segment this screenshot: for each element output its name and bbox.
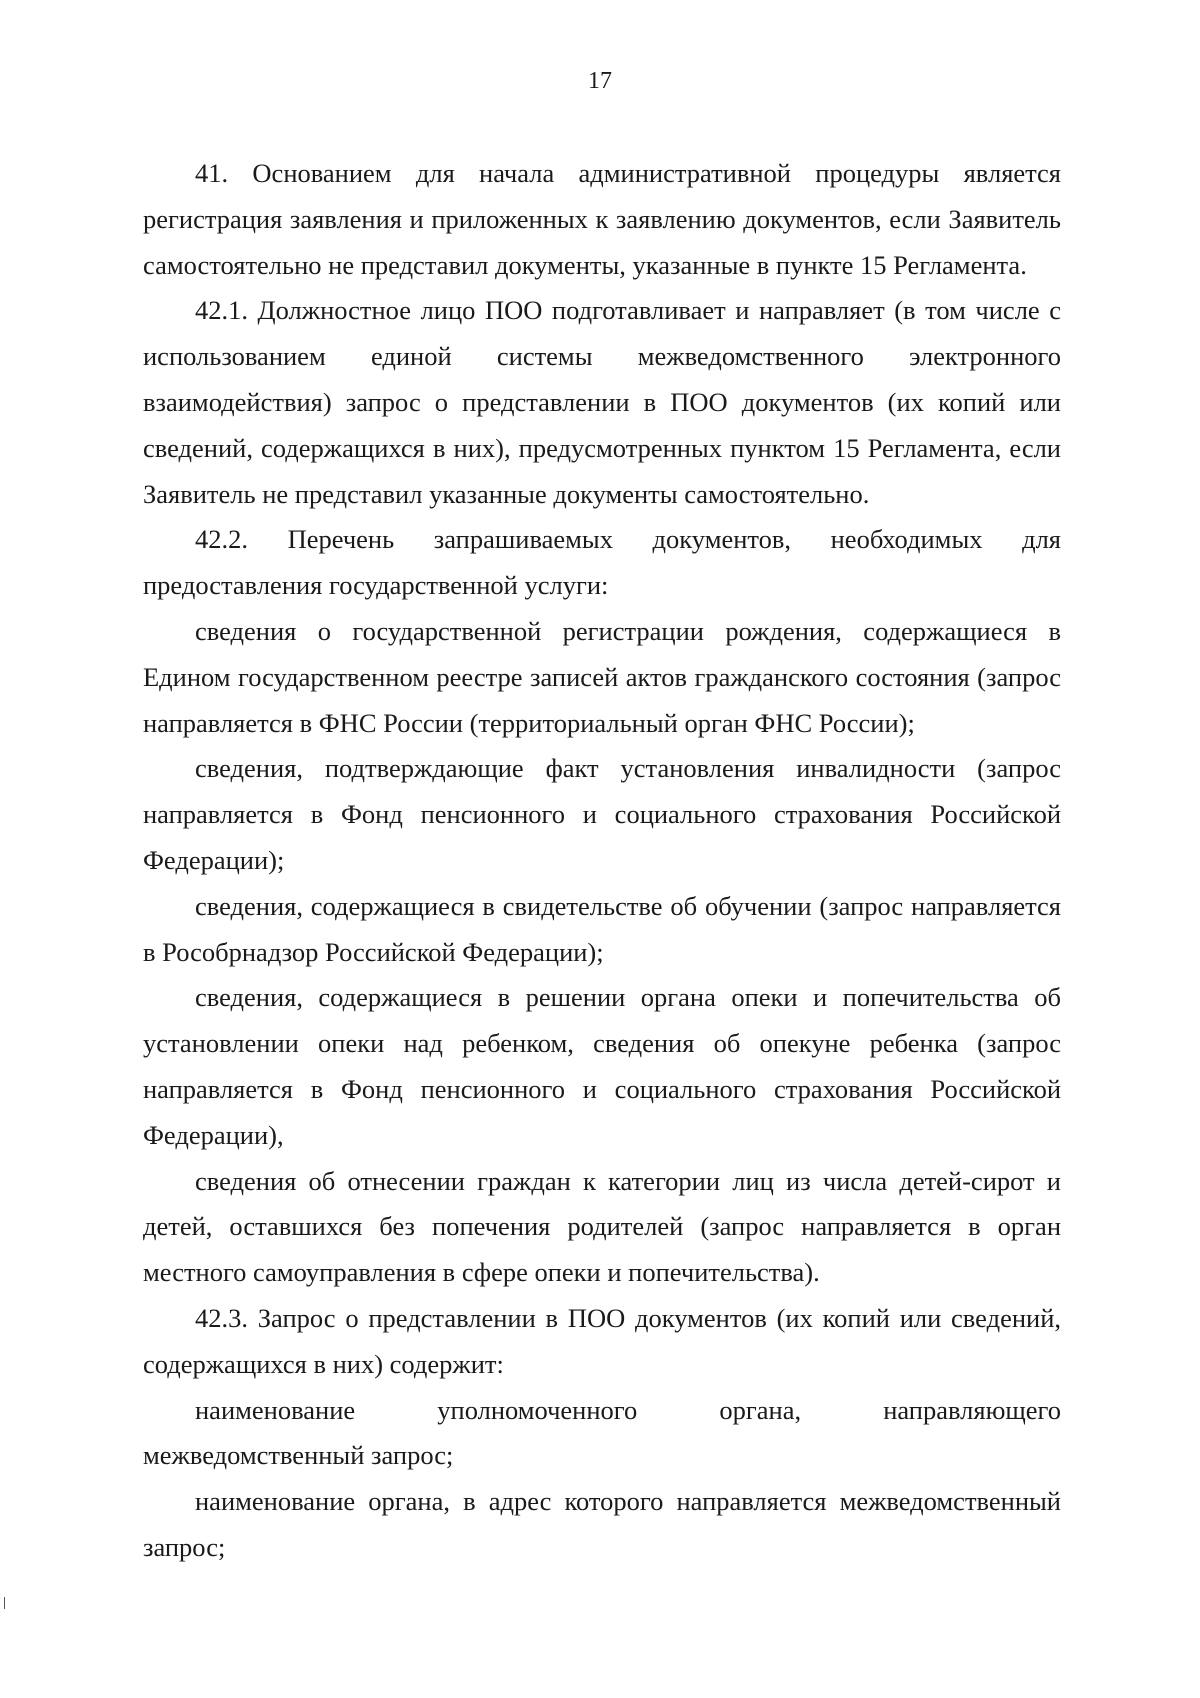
- list-item-birth-registration: сведения о государственной регистрации рождения, содержащиеся в Едином государственном реестре записей актов гражданского состояния (запрос направляется в ФНС России (территориальный орган ФНС России);: [143, 615, 1061, 738]
- document-body: [143, 151, 1061, 1571]
- list-item-orphans: сведения об отнесении граждан к категории лиц из числа детей-сирот и детей, оставшихся без попечения родителей (запрос направляется в орган местного самоуправления в сфере опеки и попечительства).: [143, 1165, 1061, 1288]
- list-item-guardianship: сведения, содержащиеся в решении органа опеки и попечительства об установлении опеки над ребенком, сведения об опекуне ребенка (запрос направляется в Фонд пенсионного и социального страхования Российской Федерации),: [143, 982, 1061, 1150]
- paragraph-42-3: 42.3. Запрос о представлении в ПОО документов (их копий или сведений, содержащихся в них) содержит:: [143, 1302, 1061, 1379]
- paragraph-41: 41. Основанием для начала административной процедуры является регистрация заявления и приложенных к заявлению документов, если Заявитель самостоятельно не представил документы, указанные в пункте 15 Регламента.: [143, 158, 1061, 280]
- list-item-disability: сведения, подтверждающие факт установления инвалидности (запрос направляется в Фонд пенсионного и социального страхования Российской Федерации);: [143, 753, 1061, 875]
- list-item-training-certificate: сведения, содержащиеся в свидетельстве об обучении (запрос направляется в Рособрнадзор Российской Федерации);: [143, 890, 1061, 967]
- paragraph-42-1: 42.1. Должностное лицо ПОО подготавливает и направляет (в том числе с использованием единой системы межведомственного электронного взаимодействия) запрос о представлении в ПОО документов (их копий или сведений, содержащихся в них), предусмотренных пунктом 15 Регламента, если Заявитель не представил указанные документы самостоятельно.: [143, 295, 1061, 509]
- list-item-authorized-body: наименование уполномоченного органа, направляющего межведомственный запрос;: [143, 1394, 1061, 1471]
- scan-mark: [4, 1597, 5, 1609]
- list-item-recipient-body: наименование органа, в адрес которого направляется межведомственный запрос;: [143, 1486, 1061, 1562]
- paragraph-42-2: 42.2. Перечень запрашиваемых документов, необходимых для предоставления государственной услуги:: [143, 524, 1061, 601]
- page-number: 17: [588, 68, 612, 94]
